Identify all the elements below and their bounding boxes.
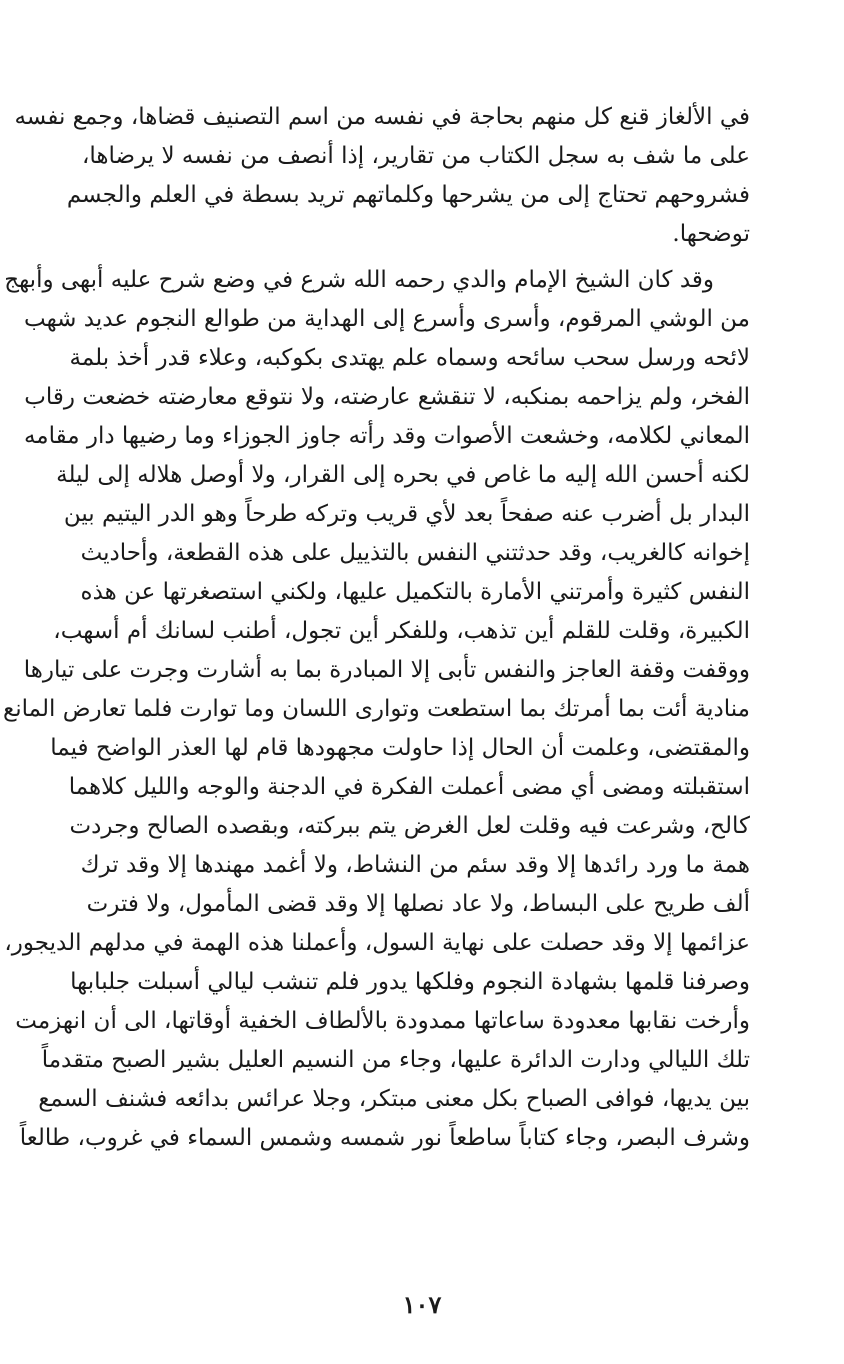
text-line: على ما شف به سجل الكتاب من تقارير، إذا أنصف من نفسه لا يرضاها، <box>81 143 750 169</box>
text-line: استقبلته ومضى أي مضى أعملت الفكرة في الدجنة والوجه والليل كلاهما <box>68 774 750 800</box>
text-line: كالح، وشرعت فيه وقلت لعل الغرض يتم ببركته، وبقصده الصالح وجردت <box>69 813 750 839</box>
text-line: في الألغاز قنع كل منهم بحاجة في نفسه من اسم التصنيف قضاها، وجمع نفسه <box>14 104 750 130</box>
text-line: توضحها. <box>672 221 750 247</box>
text-line: عزائمها إلا وقد حصلت على نهاية السول، وأعملنا هذه الهمة في مدلهم الديجور، <box>4 930 750 956</box>
text-line: والمقتضى، وعلمت أن الحال إذا حاولت مجهودها قام لها العذر الواضح فيما <box>50 735 750 761</box>
paragraph-main <box>3 261 750 1158</box>
text-line: فشروحهم تحتاج إلى من يشرحها وكلماتهم تريد بسطة في العلم والجسم <box>66 182 750 208</box>
text-line: لائحه ورسل سحب سائحه وسماه علم يهتدى بكوكبه، وعلاء قدر أخذ بلمة <box>69 345 750 371</box>
text-line: إخوانه كالغريب، وقد حدثتني النفس بالتذييل على هذه القطعة، وأحاديث <box>80 540 750 566</box>
text-line: ووقفت وقفة العاجز والنفس تأبى إلا المبادرة بما به أشارت وجرت على تيارها <box>23 657 750 683</box>
paragraph-continuation <box>14 98 750 254</box>
text-line: وصرفنا قلمها بشهادة النجوم وفلكها يدور فلم تنشب ليالي أسبلت جلبابها <box>70 969 750 995</box>
page-number: ١٠٧ <box>402 1290 442 1319</box>
text-line: من الوشي المرقوم، وأسرى وأسرع إلى الهداية من طوالع النجوم عديد شهب <box>24 306 750 332</box>
paragraph-gap <box>98 254 750 261</box>
text-line: المعاني لكلامه، وخشعت الأصوات وقد رأته جاوز الجوزاء وما رضيها دار مقامه <box>23 423 750 449</box>
text-line: بين يديها، فوافى الصباح بكل معنى مبتكر، وجلا عرائس بدائعه فشنف السمع <box>38 1086 750 1112</box>
text-line: ألف طريح على البساط، ولا عاد نصلها إلا وقد قضى المأمول، ولا فترت <box>86 891 750 917</box>
text-line: البدار بل أضرب عنه صفحاً بعد لأي قريب وتركه طرحاً وهو الدر اليتيم بين <box>63 501 750 527</box>
text-line: وأرخت نقابها معدودة ساعاتها ممدودة بالألطاف الخفية أوقاتها، الى أن انهزمت <box>15 1008 750 1034</box>
text-line: لكنه أحسن الله إليه ما غاص في بحره إلى القرار، ولا أوصل هلاله إلى ليلة <box>56 462 750 488</box>
text-line: وشرف البصر، وجاء كتاباً ساطعاً نور شمسه وشمس السماء في غروب، طالعاً <box>19 1125 750 1151</box>
text-line: همة ما ورد رائدها إلا وقد سئم من النشاط، ولا أغمد مهندها إلا وقد ترك <box>80 852 750 878</box>
text-line: النفس كثيرة وأمرتني الأمارة بالتكميل عليها، ولكني استصغرتها عن هذه <box>80 579 750 605</box>
text-line: منادية أئت بما أمرتك بما استطعت وتوارى اللسان وما توارت فلما تعارض المانع <box>3 696 750 722</box>
text-line: الفخر، ولم يزاحمه بمنكبه، لا تنقشع عارضته، ولا نتوقع معارضته خضعت رقاب <box>24 384 750 410</box>
text-line: الكبيرة، وقلت للقلم أين تذهب، وللفكر أين تجول، أطنب لسانك أم أسهب، <box>53 618 750 644</box>
text-line: تلك الليالي ودارت الدائرة عليها، وجاء من النسيم العليل بشير الصبح متقدماً <box>41 1047 750 1073</box>
text-line: وقد كان الشيخ الإمام والدي رحمه الله شرع في وضع شرح عليه أبهى وأبهج <box>4 267 714 293</box>
body-text <box>3 98 750 1158</box>
